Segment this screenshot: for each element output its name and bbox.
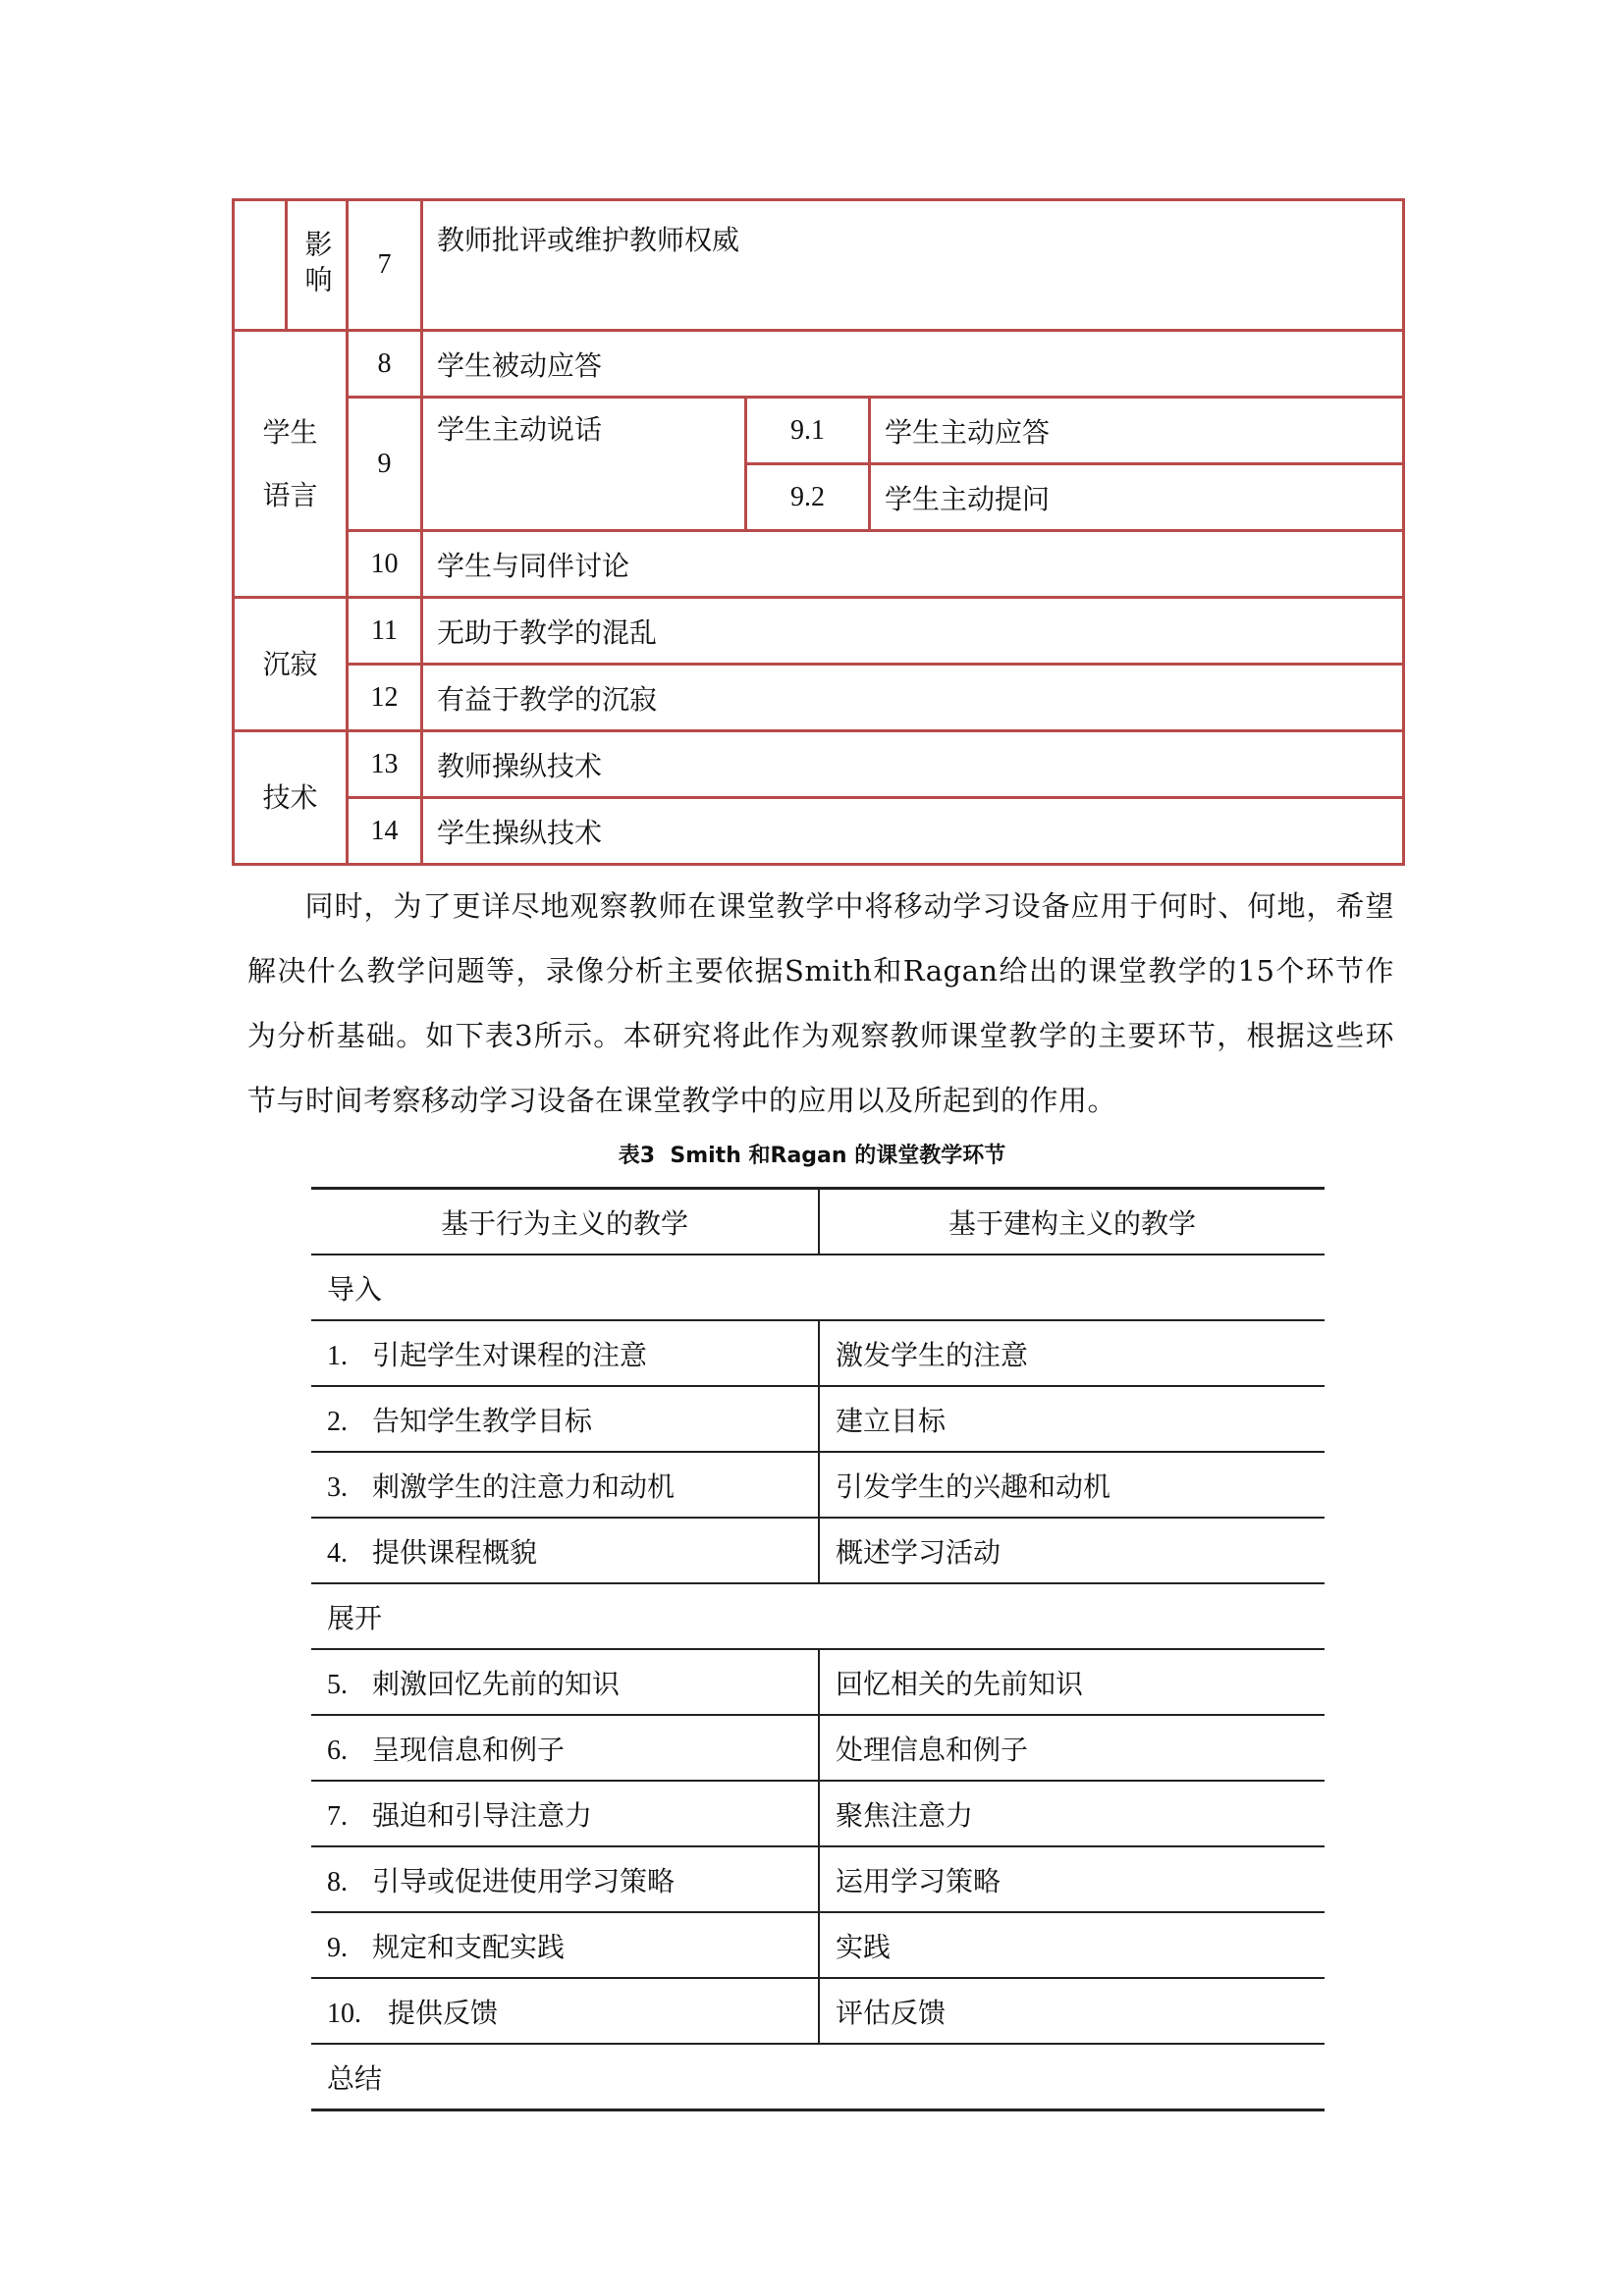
step-number: 3. (327, 1471, 348, 1503)
blank-category-cell (234, 200, 287, 331)
sub-code-description: 学生主动提问 (870, 464, 1404, 531)
body-paragraph (247, 874, 1394, 1133)
code-number: 11 (348, 598, 422, 665)
code-number: 9 (348, 398, 422, 531)
behaviorist-step (311, 1452, 819, 1518)
code-number: 14 (348, 798, 422, 865)
section-title: 展开 (311, 1583, 1325, 1649)
constructivist-step: 运用学习策略 (819, 1846, 1325, 1912)
code-number: 8 (348, 331, 422, 398)
step-text: 刺激回忆先前的知识 (372, 1667, 621, 1700)
behaviorist-step (311, 1386, 819, 1452)
step-text: 呈现信息和例子 (372, 1733, 566, 1766)
behaviorist-step (311, 1715, 819, 1781)
code-description: 学生与同伴讨论 (422, 531, 1404, 598)
constructivist-step: 回忆相关的先前知识 (819, 1649, 1325, 1715)
step-number: 4. (327, 1537, 348, 1569)
constructivist-step: 实践 (819, 1912, 1325, 1978)
code-description: 教师批评或维护教师权威 (422, 200, 1404, 331)
step-text: 引导或促进使用学习策略 (372, 1864, 676, 1897)
constructivist-step: 建立目标 (819, 1386, 1325, 1452)
behaviorist-step (311, 1649, 819, 1715)
sub-category-influence: 影响 (287, 200, 348, 331)
step-text: 刺激学生的注意力和动机 (372, 1469, 676, 1503)
section-title: 总结 (311, 2044, 1325, 2110)
category-technology: 技术 (234, 731, 348, 865)
header-constructivist: 基于建构主义的教学 (819, 1189, 1325, 1255)
code-description: 学生被动应答 (422, 331, 1404, 398)
behaviorist-step (311, 1912, 819, 1978)
code-description: 教师操纵技术 (422, 731, 1404, 798)
behaviorist-step (311, 1320, 819, 1386)
constructivist-step: 聚焦注意力 (819, 1781, 1325, 1846)
category-student-speech: 学生语言 (234, 331, 348, 598)
code-description: 无助于教学的混乱 (422, 598, 1404, 665)
constructivist-step: 激发学生的注意 (819, 1320, 1325, 1386)
code-number: 10 (348, 531, 422, 598)
behaviorist-step (311, 1781, 819, 1846)
behaviorist-step (311, 1978, 819, 2044)
step-number: 1. (327, 1340, 348, 1371)
code-description: 学生操纵技术 (422, 798, 1404, 865)
sub-code-description: 学生主动应答 (870, 398, 1404, 464)
step-number: 2. (327, 1406, 348, 1437)
section-title: 导入 (311, 1255, 1325, 1320)
code-number: 13 (348, 731, 422, 798)
step-number: 5. (327, 1669, 348, 1700)
sub-code-number: 9.2 (746, 464, 870, 531)
code-description: 有益于教学的沉寂 (422, 665, 1404, 731)
table-caption: 表3 Smith 和Ragan 的课堂教学环节 (618, 1144, 1006, 1168)
constructivist-step: 处理信息和例子 (819, 1715, 1325, 1781)
category-silence: 沉寂 (234, 598, 348, 731)
behaviorist-step (311, 1518, 819, 1583)
step-number: 9. (327, 1932, 348, 1963)
constructivist-step: 引发学生的兴趣和动机 (819, 1452, 1325, 1518)
teaching-phases-table (311, 1187, 1325, 2111)
code-number: 7 (348, 200, 422, 331)
sub-code-number: 9.1 (746, 398, 870, 464)
step-number: 10. (327, 1998, 361, 2029)
step-text: 提供反馈 (388, 1996, 499, 2029)
behaviorist-step (311, 1846, 819, 1912)
code-description: 学生主动说话 (422, 398, 746, 531)
step-text: 告知学生教学目标 (372, 1404, 593, 1437)
step-text: 强迫和引导注意力 (372, 1798, 593, 1832)
step-text: 引起学生对课程的注意 (372, 1338, 648, 1371)
step-text: 提供课程概貌 (372, 1535, 538, 1569)
constructivist-step: 概述学习活动 (819, 1518, 1325, 1583)
paragraph-text: 同时，为了更详尽地观察教师在课堂教学中将移动学习设备应用于何时、何地，希望解决什么教学问题等，录像分析主要依据Smith和Ragan给出的课堂教学的15个环节作为分析基础。如下表3所示。本研究将此作为观察教师课堂教学的主要环节，根据这些环节与时间考察移动学习设备在课堂教学中的应用以及所起到的作用。 (247, 889, 1394, 1117)
step-text: 规定和支配实践 (372, 1930, 566, 1963)
step-number: 8. (327, 1866, 348, 1897)
code-number: 12 (348, 665, 422, 731)
step-number: 7. (327, 1800, 348, 1832)
step-number: 6. (327, 1735, 348, 1766)
constructivist-step: 评估反馈 (819, 1978, 1325, 2044)
header-behaviorist: 基于行为主义的教学 (311, 1189, 819, 1255)
coding-category-table (232, 198, 1405, 866)
